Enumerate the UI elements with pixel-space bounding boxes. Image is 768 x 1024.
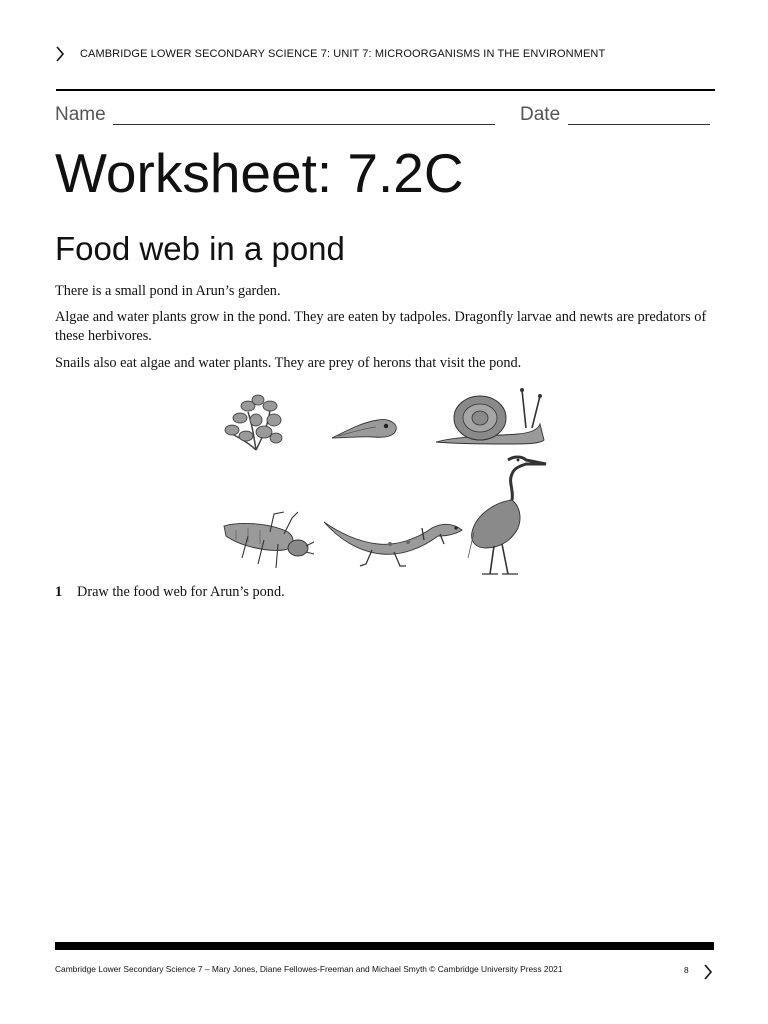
- page-number: 8: [684, 965, 689, 975]
- date-label: Date: [520, 104, 561, 125]
- worksheet-title: Worksheet: 7.2C: [55, 142, 464, 204]
- question-text: Draw the food web for Arun’s pond.: [77, 584, 285, 600]
- intro-paragraph: There is a small pond in Arun’s garden.: [55, 283, 281, 299]
- question-number: 1: [55, 584, 63, 600]
- heron-icon: [468, 457, 546, 574]
- worksheet-subtitle: Food web in a pond: [55, 230, 345, 267]
- name-label: Name: [55, 104, 106, 125]
- footer-credit: Cambridge Lower Secondary Science 7 – Mary Jones, Diane Fellowes-Freeman and Michael Smyth © Cambridge University Press 2021: [55, 964, 563, 974]
- date-field[interactable]: [568, 124, 710, 125]
- next-page-chevron-icon[interactable]: [703, 964, 713, 980]
- organisms-figure: [218, 382, 550, 580]
- newt-icon: [324, 522, 462, 566]
- header-title: CAMBRIDGE LOWER SECONDARY SCIENCE 7: UNIT 7: MICROORGANISMS IN THE ENVIRONMENT: [80, 48, 606, 60]
- algae-icon: [225, 395, 282, 450]
- tadpole-icon: [332, 420, 396, 438]
- chevron-right-icon: [55, 46, 65, 62]
- predators-paragraph: Algae and water plants grow in the pond. They are eaten by tadpoles. Dragonfly larvae and newts are predators of these herbivores.: [55, 309, 707, 344]
- header-rule: [56, 89, 715, 91]
- snail-icon: [436, 388, 544, 444]
- snails-paragraph: Snails also eat algae and water plants. They are prey of herons that visit the pond.: [55, 355, 522, 371]
- dragonfly-larva-icon: [224, 512, 314, 568]
- name-field[interactable]: [113, 124, 495, 125]
- footer-bar: [55, 942, 714, 950]
